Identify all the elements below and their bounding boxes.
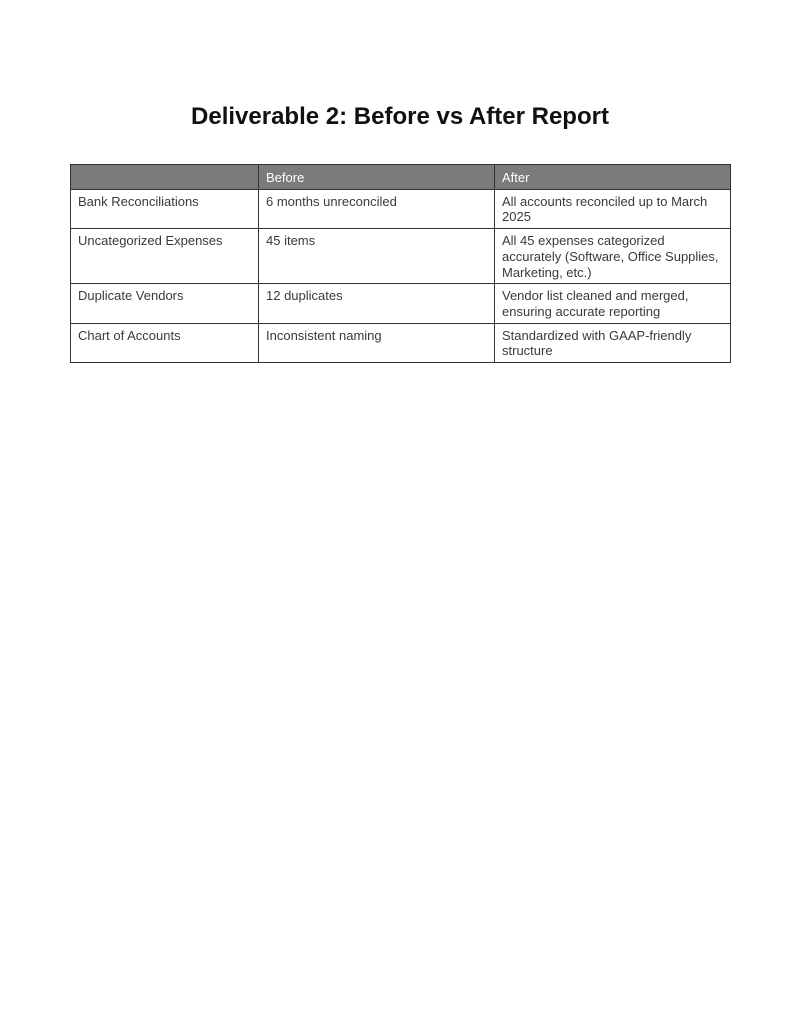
before-cell: Inconsistent naming [259, 323, 495, 362]
header-cell-empty [71, 165, 259, 190]
row-label: Chart of Accounts [71, 323, 259, 362]
header-cell-after: After [495, 165, 731, 190]
before-cell: 12 duplicates [259, 284, 495, 323]
row-label: Duplicate Vendors [71, 284, 259, 323]
table-row [71, 284, 731, 323]
table-header-row [71, 165, 731, 190]
row-label: Uncategorized Expenses [71, 229, 259, 284]
before-cell: 6 months unreconciled [259, 189, 495, 228]
after-cell: All accounts reconciled up to March 2025 [495, 189, 731, 228]
header-cell-before: Before [259, 165, 495, 190]
after-cell: Vendor list cleaned and merged, ensuring accurate reporting [495, 284, 731, 323]
page-title: Deliverable 2: Before vs After Report [191, 103, 609, 130]
table-row [71, 229, 731, 284]
before-after-table [70, 164, 731, 363]
after-cell: Standardized with GAAP-friendly structure [495, 323, 731, 362]
table-row [71, 189, 731, 228]
row-label: Bank Reconciliations [71, 189, 259, 228]
before-cell: 45 items [259, 229, 495, 284]
after-cell: All 45 expenses categorized accurately (Software, Office Supplies, Marketing, etc.) [495, 229, 731, 284]
table-row [71, 323, 731, 362]
